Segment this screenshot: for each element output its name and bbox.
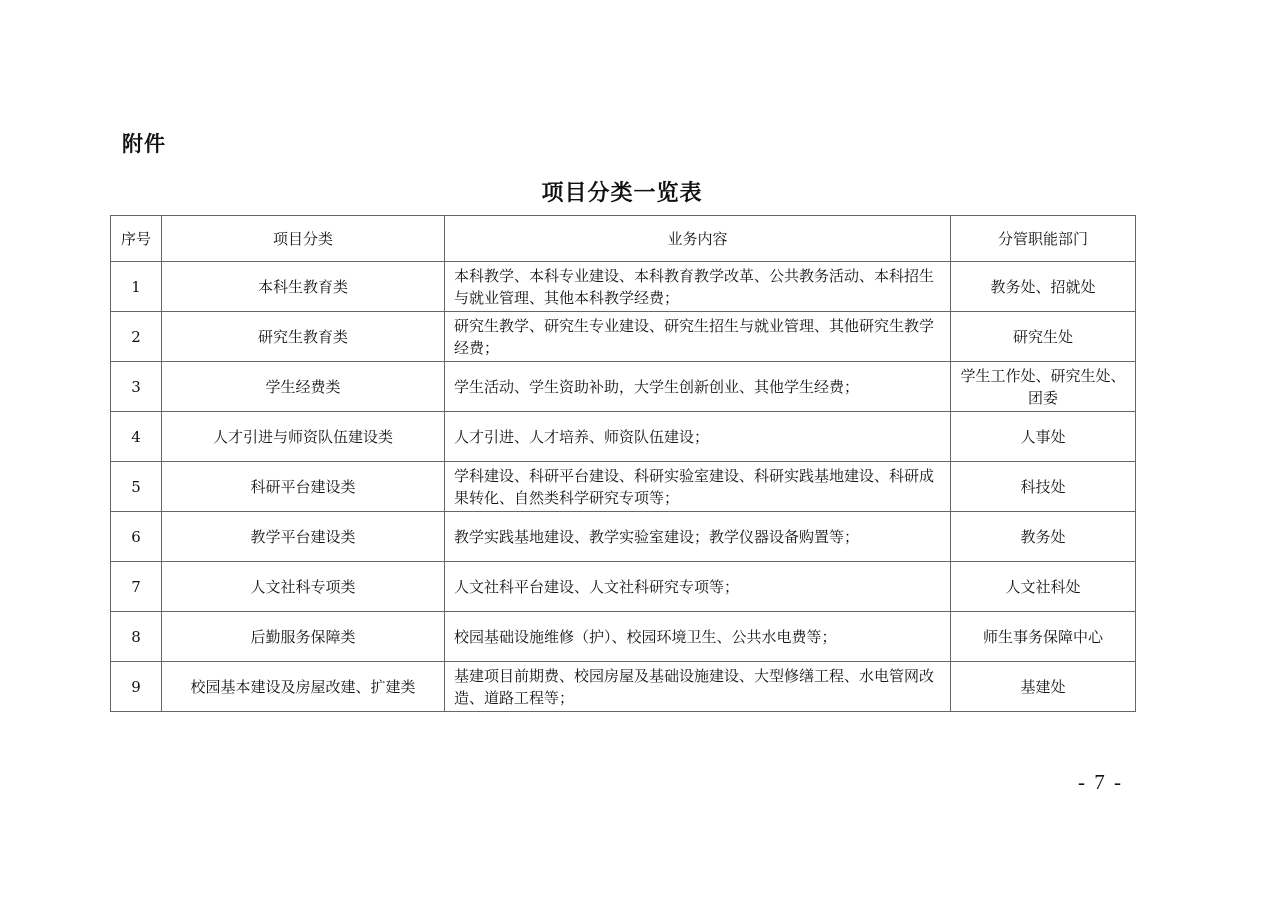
table-row	[111, 612, 1136, 662]
cell-no: 6	[111, 512, 162, 562]
attachment-label: 附件	[122, 132, 166, 156]
cell-category: 人才引进与师资队伍建设类	[162, 412, 445, 462]
cell-no: 1	[111, 262, 162, 312]
cell-content: 学科建设、科研平台建设、科研实验室建设、科研实践基地建设、科研成果转化、自然类科学研究专项等；	[445, 462, 951, 512]
cell-no: 3	[111, 362, 162, 412]
table-row	[111, 362, 1136, 412]
cell-dept: 学生工作处、研究生处、团委	[951, 362, 1136, 412]
cell-category: 科研平台建设类	[162, 462, 445, 512]
cell-dept: 人文社科处	[951, 562, 1136, 612]
cell-category: 学生经费类	[162, 362, 445, 412]
cell-category: 教学平台建设类	[162, 512, 445, 562]
table-row	[111, 412, 1136, 462]
table-row	[111, 562, 1136, 612]
cell-category: 后勤服务保障类	[162, 612, 445, 662]
cell-dept: 科技处	[951, 462, 1136, 512]
header-no: 序号	[111, 216, 162, 262]
header-dept: 分管职能部门	[951, 216, 1136, 262]
header-content: 业务内容	[445, 216, 951, 262]
cell-dept: 教务处	[951, 512, 1136, 562]
cell-dept: 人事处	[951, 412, 1136, 462]
cell-no: 9	[111, 662, 162, 712]
cell-dept: 师生事务保障中心	[951, 612, 1136, 662]
cell-content: 学生活动、学生资助补助，大学生创新创业、其他学生经费；	[445, 362, 951, 412]
cell-content: 基建项目前期费、校园房屋及基础设施建设、大型修缮工程、水电管网改造、道路工程等；	[445, 662, 951, 712]
project-classification-table	[110, 215, 1136, 712]
cell-no: 8	[111, 612, 162, 662]
cell-content: 研究生教学、研究生专业建设、研究生招生与就业管理、其他研究生教学经费；	[445, 312, 951, 362]
cell-content: 教学实践基地建设、教学实验室建设；教学仪器设备购置等；	[445, 512, 951, 562]
cell-content: 人才引进、人才培养、师资队伍建设；	[445, 412, 951, 462]
cell-dept: 研究生处	[951, 312, 1136, 362]
table-row	[111, 662, 1136, 712]
page-title: 项目分类一览表	[541, 181, 703, 206]
cell-no: 2	[111, 312, 162, 362]
cell-no: 5	[111, 462, 162, 512]
table-row	[111, 462, 1136, 512]
table-header-row	[111, 216, 1136, 262]
cell-category: 本科生教育类	[162, 262, 445, 312]
cell-category: 人文社科专项类	[162, 562, 445, 612]
cell-dept: 基建处	[951, 662, 1136, 712]
table-row	[111, 262, 1136, 312]
header-category: 项目分类	[162, 216, 445, 262]
cell-no: 4	[111, 412, 162, 462]
cell-content: 人文社科平台建设、人文社科研究专项等；	[445, 562, 951, 612]
cell-dept: 教务处、招就处	[951, 262, 1136, 312]
table-row	[111, 512, 1136, 562]
cell-category: 研究生教育类	[162, 312, 445, 362]
cell-no: 7	[111, 562, 162, 612]
cell-content: 校园基础设施维修（护）、校园环境卫生、公共水电费等；	[445, 612, 951, 662]
page-number: - 7 -	[1078, 770, 1123, 794]
table-row	[111, 312, 1136, 362]
cell-category: 校园基本建设及房屋改建、扩建类	[162, 662, 445, 712]
cell-content: 本科教学、本科专业建设、本科教育教学改革、公共教务活动、本科招生与就业管理、其他本科教学经费；	[445, 262, 951, 312]
